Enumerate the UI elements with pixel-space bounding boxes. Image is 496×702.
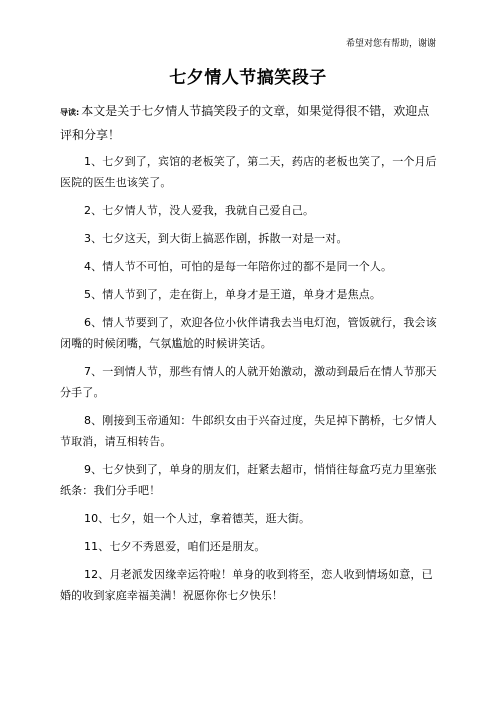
joke-list bbox=[60, 151, 440, 613]
list-item: 9、七夕快到了，单身的朋友们，赶紧去超市，悄悄往每盒巧克力里塞张纸条：我们分手吧！ bbox=[60, 463, 437, 497]
intro-paragraph bbox=[60, 100, 440, 147]
list-item: 2、七夕情人节，没人爱我，我就自己爱自己。 bbox=[84, 204, 315, 217]
header-note: 希望对您有帮助，谢谢 bbox=[345, 39, 436, 49]
list-item: 10、七夕，姐一个人过，拿着德芙，逛大街。 bbox=[84, 512, 311, 525]
list-item: 12、月老派发因缘幸运符啦！单身的收到将至，恋人收到情场如意，已婚的收到家庭幸福美满！祝愿你你七夕快乐！ bbox=[60, 568, 433, 602]
list-item: 5、情人节到了，走在街上，单身才是王道，单身才是焦点。 bbox=[84, 288, 382, 301]
page-title: 七夕情人节搞笑段子 bbox=[169, 68, 327, 88]
list-item: 1、七夕到了，宾馆的老板笑了，第二天，药店的老板也笑了，一个月后医院的医生也该笑了。 bbox=[60, 155, 437, 189]
list-item: 11、七夕不秀恩爱，咱们还是朋友。 bbox=[84, 540, 266, 553]
list-item: 6、情人节要到了，欢迎各位小伙伴请我去当电灯泡，管饭就行，我会该闭嘴的时候闭嘴，气氛尴尬的时候讲笑话。 bbox=[60, 316, 437, 350]
list-item: 8、刚接到玉帝通知：牛郎织女由于兴奋过度，失足掉下鹊桥，七夕情人节取消，请互相转告。 bbox=[60, 414, 437, 448]
intro-text: 本文是关于七夕情人节搞笑段子的文章，如果觉得很不错，欢迎点评和分享！ bbox=[60, 104, 430, 142]
list-item: 7、一到情人节，那些有情人的人就开始激动，激动到最后在情人节那天分手了。 bbox=[60, 365, 437, 399]
list-item: 3、七夕这天，到大街上搞恶作剧，拆散一对是一对。 bbox=[84, 232, 348, 245]
intro-label: 导读: bbox=[60, 108, 80, 117]
list-item: 4、情人节不可怕，可怕的是每一年陪你过的都不是同一个人。 bbox=[84, 260, 393, 273]
